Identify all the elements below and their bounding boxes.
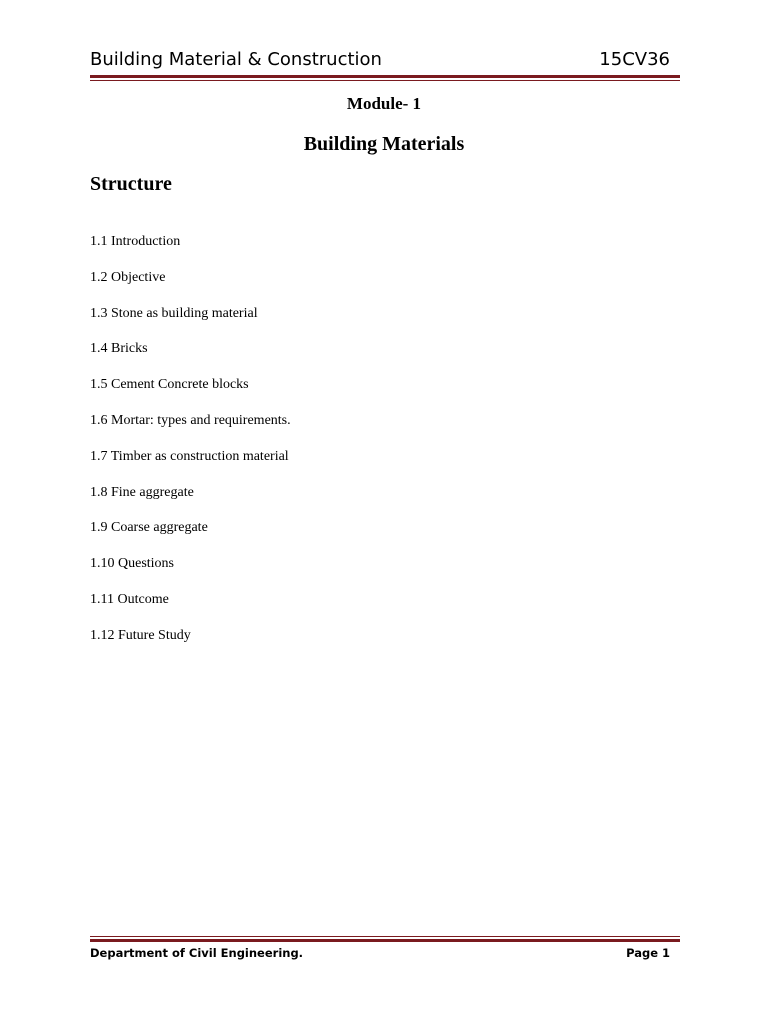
toc-item: 1.9 Coarse aggregate: [90, 520, 208, 536]
header-rule-thin: [90, 80, 680, 81]
toc-item: 1.4 Bricks: [90, 341, 148, 357]
footer-rule-thin: [90, 936, 680, 937]
footer-department: Department of Civil Engineering.: [90, 946, 304, 960]
toc-item: 1.10 Questions: [90, 556, 174, 572]
header-course-title: Building Material & Construction: [90, 49, 382, 70]
toc-item: 1.5 Cement Concrete blocks: [90, 377, 249, 393]
footer-page-number: Page 1: [626, 946, 670, 960]
toc-item: 1.12 Future Study: [90, 627, 191, 643]
table-of-contents: [90, 232, 291, 662]
page-title: Building Materials: [303, 133, 465, 155]
toc-item: 1.6 Mortar: types and requirements.: [90, 412, 291, 428]
page-header: [90, 46, 670, 74]
toc-item: 1.8 Fine aggregate: [90, 484, 194, 500]
toc-item: 1.11 Outcome: [90, 591, 169, 607]
toc-item: 1.1 Introduction: [90, 234, 181, 249]
toc-item: 1.2 Objective: [90, 269, 166, 285]
toc-item: 1.7 Timber as construction material: [90, 448, 289, 464]
header-course-code: 15CV36: [599, 49, 670, 70]
page-footer: [90, 944, 670, 962]
section-heading: Structure: [90, 173, 172, 195]
toc-item: 1.3 Stone as building material: [90, 305, 258, 321]
module-label: Module- 1: [346, 94, 422, 113]
header-rule-thick: [90, 75, 680, 78]
footer-rule-thick: [90, 939, 680, 942]
